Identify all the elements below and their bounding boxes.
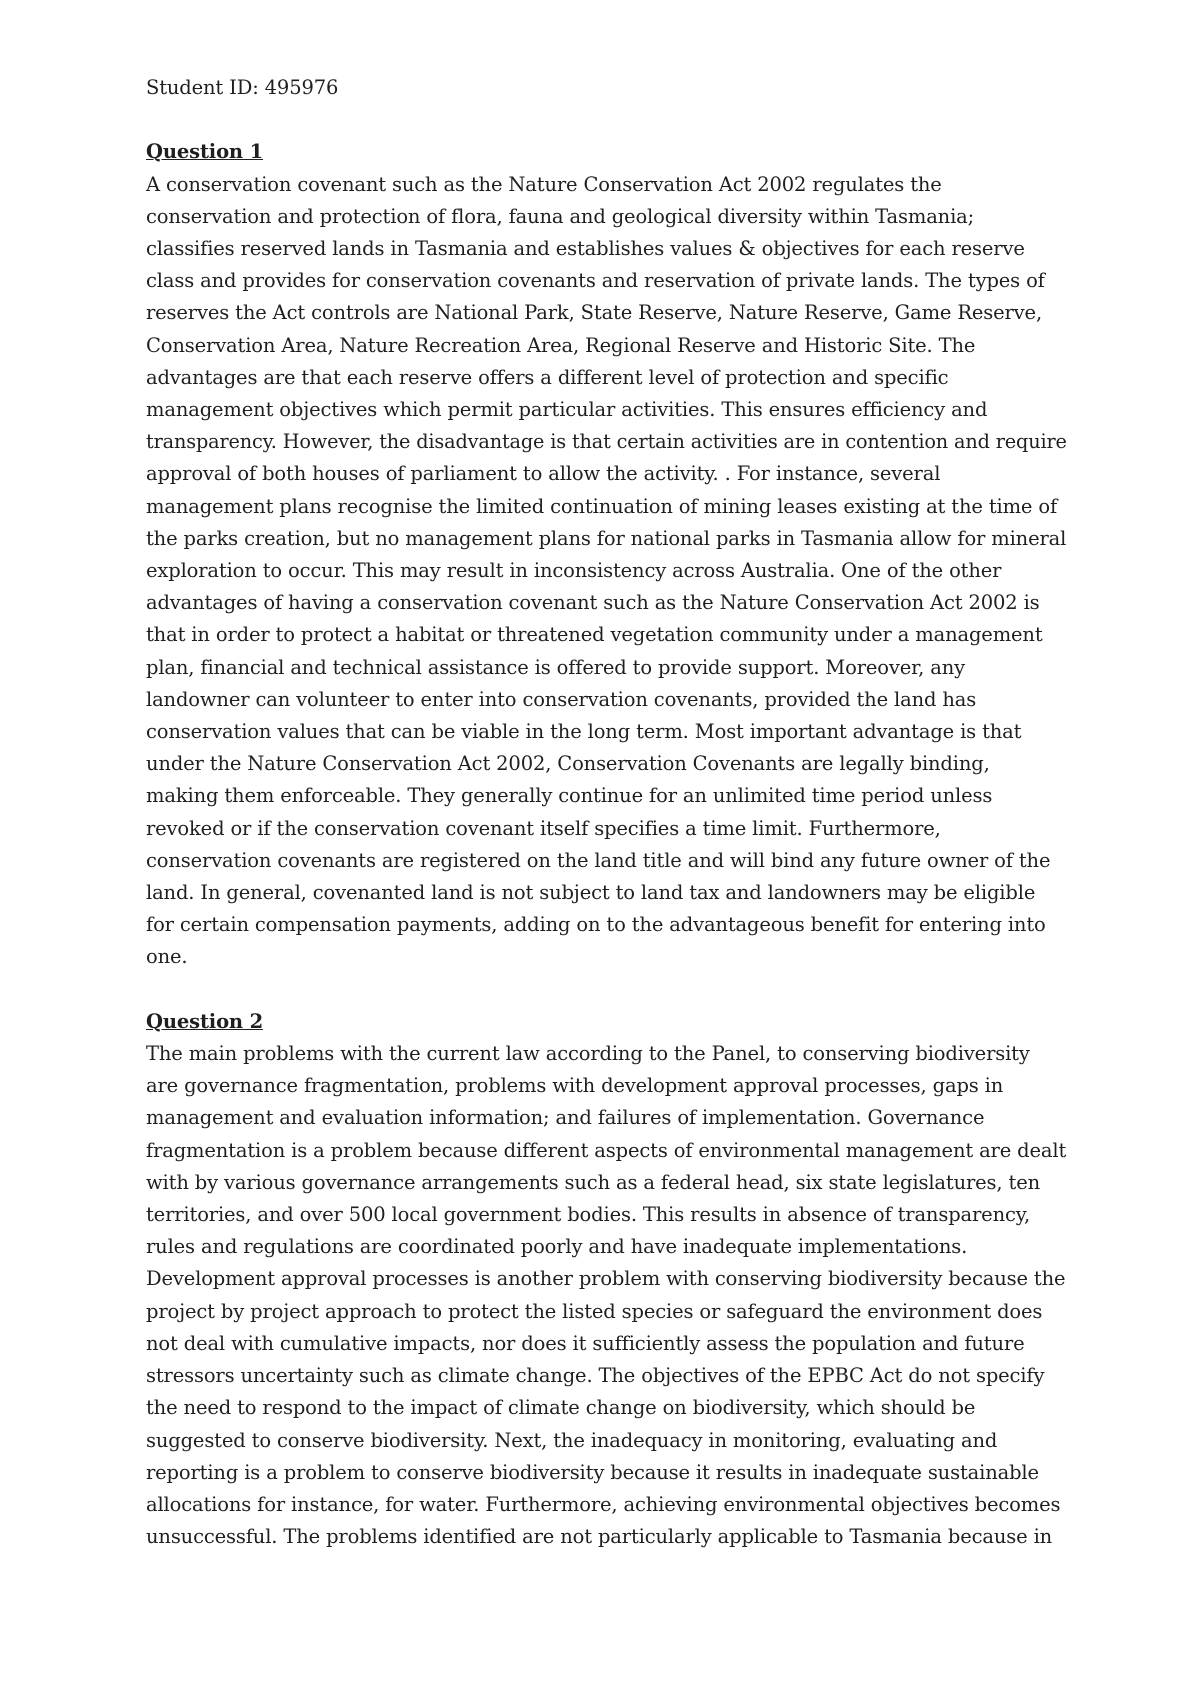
answer-line: unsuccessful. The problems identified are not particularly applicable to Tasmania because in — [146, 1525, 1053, 1549]
student-id: Student ID: 495976 — [146, 76, 339, 99]
answer-line: plan, financial and technical assistance is offered to provide support. Moreover, any — [146, 655, 965, 679]
answer-line: not deal with cumulative impacts, nor does it sufficiently assess the population and future — [146, 1331, 1025, 1355]
answer-line: territories, and over 500 local government bodies. This results in absence of transparency, — [146, 1203, 1031, 1227]
question-1-answer — [146, 169, 1076, 974]
spacer — [146, 974, 1076, 1006]
answer-line: exploration to occur. This may result in inconsistency across Australia. One of the other — [146, 559, 1002, 583]
answer-line: suggested to conserve biodiversity. Next, the inadequacy in monitoring, evaluating and — [146, 1428, 998, 1452]
answer-line: A conservation covenant such as the Nature Conservation Act 2002 regulates the — [146, 172, 942, 196]
answer-line: fragmentation is a problem because different aspects of environmental management are dealt — [146, 1138, 1067, 1162]
answer-line: conservation covenants are registered on the land title and will bind any future owner of the — [146, 848, 1051, 872]
answer-line: one. — [146, 945, 188, 969]
answer-line: that in order to protect a habitat or threatened vegetation community under a management — [146, 623, 1043, 647]
question-1-section — [146, 136, 1076, 973]
question-2-answer — [146, 1038, 1076, 1553]
document-body — [146, 72, 1076, 1553]
spacer — [146, 104, 1076, 136]
answer-line: management plans recognise the limited continuation of mining leases existing at the time of — [146, 494, 1058, 518]
answer-line: under the Nature Conservation Act 2002, Conservation Covenants are legally binding, — [146, 752, 990, 776]
answer-line: approval of both houses of parliament to allow the activity. . For instance, several — [146, 462, 941, 486]
question-2-heading: Question 2 — [146, 1009, 264, 1033]
answer-line: with by various governance arrangements such as a federal head, six state legislatures, ten — [146, 1170, 1040, 1194]
answer-line: revoked or if the conservation covenant itself specifies a time limit. Furthermore, — [146, 816, 941, 840]
answer-line: rules and regulations are coordinated poorly and have inadequate implementations. — [146, 1235, 968, 1259]
answer-line: conservation values that can be viable in the long term. Most important advantage is that — [146, 720, 1022, 744]
answer-line: land. In general, covenanted land is not subject to land tax and landowners may be eligible — [146, 881, 1036, 905]
answer-line: the need to respond to the impact of climate change on biodiversity, which should be — [146, 1396, 976, 1420]
answer-line: Conservation Area, Nature Recreation Area, Regional Reserve and Historic Site. The — [146, 333, 976, 357]
answer-line: advantages are that each reserve offers a different level of protection and specific — [146, 365, 949, 389]
answer-line: transparency. However, the disadvantage is that certain activities are in contention and require — [146, 430, 1067, 454]
answer-line: Development approval processes is another problem with conserving biodiversity because the — [146, 1267, 1066, 1291]
question-1-heading: Question 1 — [146, 140, 264, 164]
answer-line: reserves the Act controls are National Park, State Reserve, Nature Reserve, Game Reserve, — [146, 301, 1042, 325]
answer-line: for certain compensation payments, adding on to the advantageous benefit for entering into — [146, 913, 1046, 937]
answer-line: stressors uncertainty such as climate change. The objectives of the EPBC Act do not specify — [146, 1364, 1045, 1388]
answer-line: The main problems with the current law according to the Panel, to conserving biodiversity — [146, 1042, 1030, 1066]
answer-line: allocations for instance, for water. Furthermore, achieving environmental objectives becomes — [146, 1492, 1061, 1516]
answer-line: management objectives which permit particular activities. This ensures efficiency and — [146, 398, 988, 422]
answer-line: are governance fragmentation, problems with development approval processes, gaps in — [146, 1074, 1004, 1098]
answer-line: class and provides for conservation covenants and reservation of private lands. The types of — [146, 269, 1045, 293]
answer-line: advantages of having a conservation covenant such as the Nature Conservation Act 2002 is — [146, 591, 1040, 615]
answer-line: project by project approach to protect the listed species or safeguard the environment does — [146, 1299, 1043, 1323]
answer-line: making them enforceable. They generally continue for an unlimited time period unless — [146, 784, 993, 808]
answer-line: classifies reserved lands in Tasmania and establishes values & objectives for each reserve — [146, 237, 1025, 260]
question-2-section — [146, 1006, 1076, 1553]
answer-line: conservation and protection of flora, fauna and geological diversity within Tasmania; — [146, 204, 975, 228]
answer-line: reporting is a problem to conserve biodiversity because it results in inadequate sustainable — [146, 1460, 1039, 1484]
answer-line: the parks creation, but no management plans for national parks in Tasmania allow for mineral — [146, 526, 1067, 550]
answer-line: management and evaluation information; and failures of implementation. Governance — [146, 1106, 985, 1130]
answer-line: landowner can volunteer to enter into conservation covenants, provided the land has — [146, 687, 977, 711]
